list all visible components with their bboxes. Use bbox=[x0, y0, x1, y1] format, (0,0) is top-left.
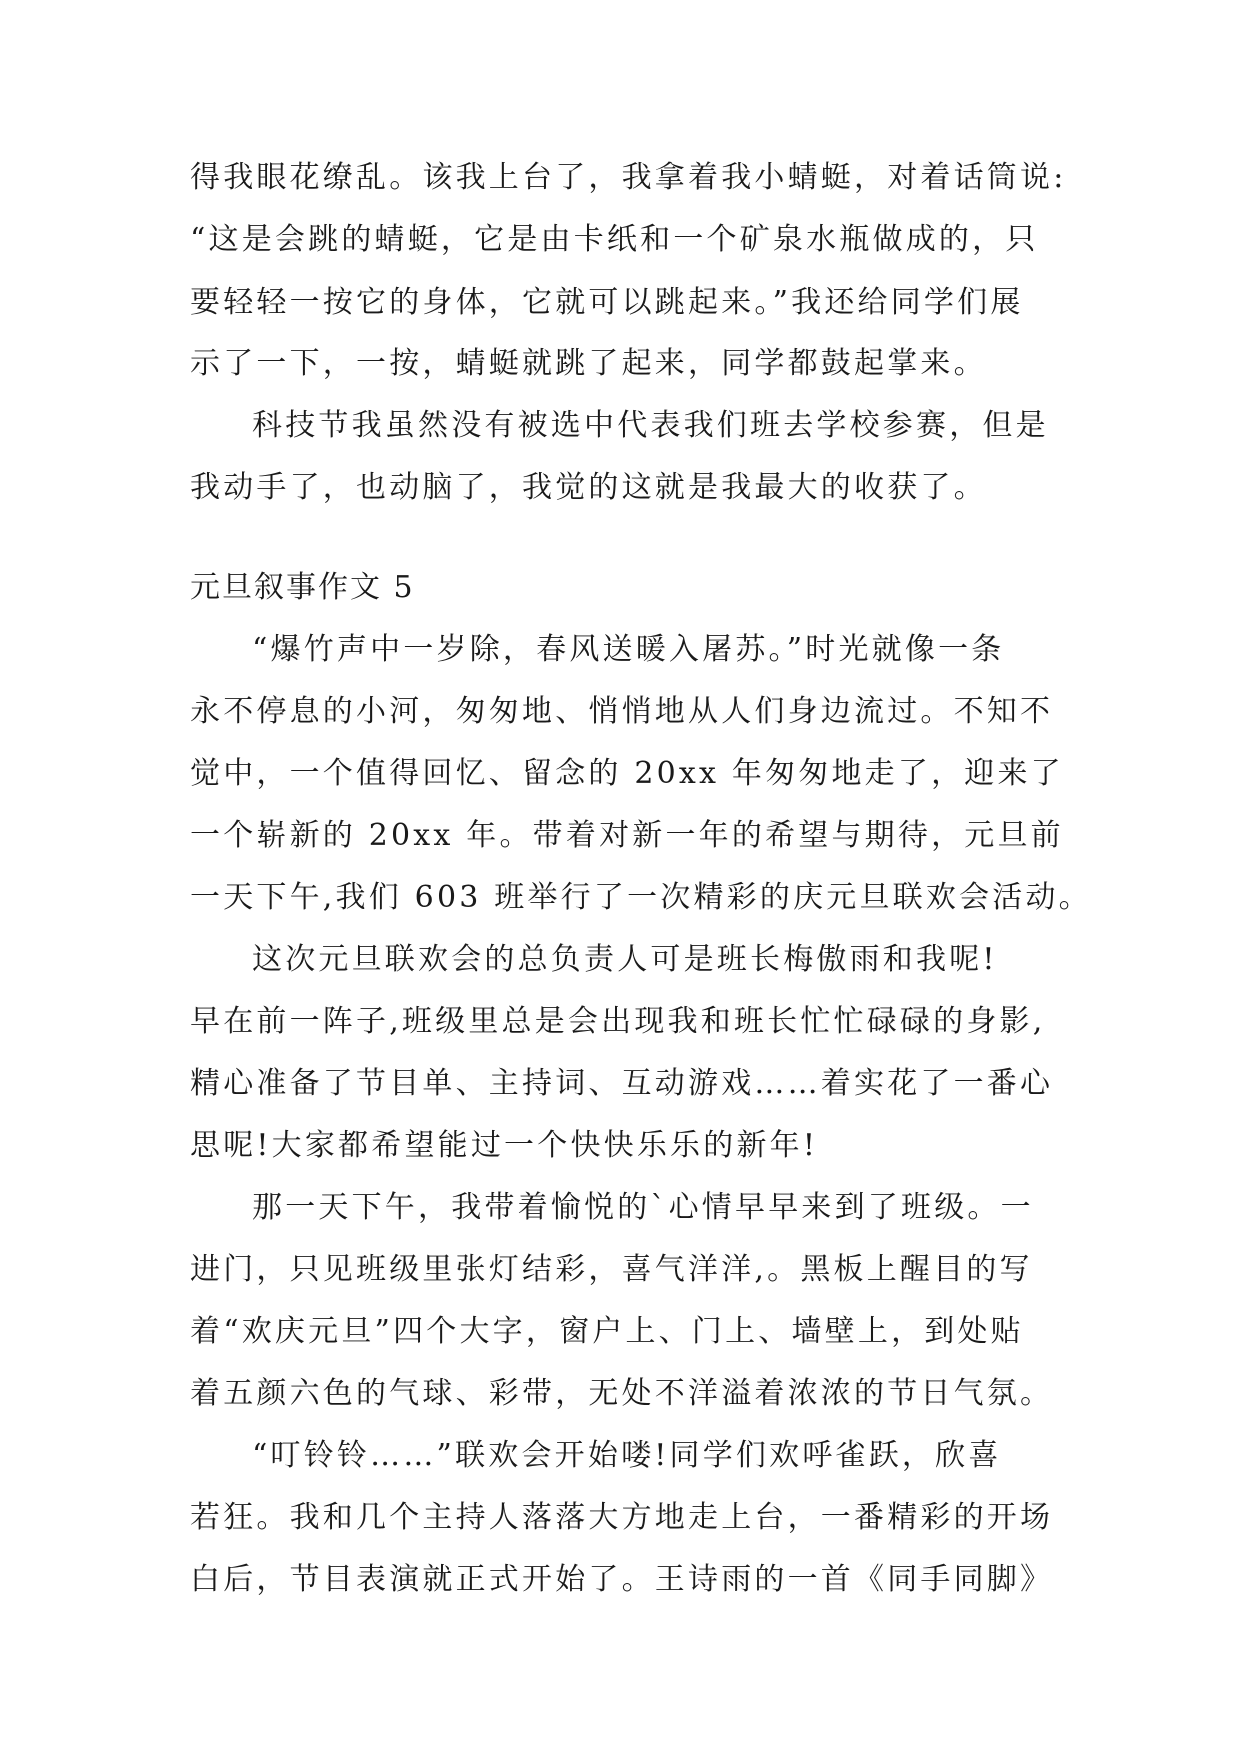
text-line: “叮铃铃……”联欢会开始喽!同学们欢呼雀跃，欣喜 bbox=[252, 1438, 1002, 1473]
text-line: 那一天下午，我带着愉悦的`心情早早来到了班级。一 bbox=[252, 1190, 1034, 1225]
text-line: “这是会跳的蜻蜓，它是由卡纸和一个矿泉水瓶做成的，只 bbox=[190, 222, 1039, 257]
text-line: 示了一下，一按，蜻蜓就跳了起来，同学都鼓起掌来。 bbox=[190, 346, 987, 381]
text-line: 这次元旦联欢会的总负责人可是班长梅傲雨和我呢! bbox=[252, 942, 998, 977]
text-line: 着五颜六色的气球、彩带，无处不洋溢着浓浓的节日气氛。 bbox=[190, 1376, 1054, 1411]
text-line: 我动手了，也动脑了，我觉的这就是我最大的收获了。 bbox=[190, 470, 987, 505]
text-line: 觉中，一个值得回忆、留念的 20xx 年匆匆地走了，迎来了 bbox=[190, 756, 1064, 791]
text-line: 永不停息的小河，匆匆地、悄悄地从人们身边流过。不知不 bbox=[190, 694, 1054, 729]
text-line: 要轻轻一按它的身体，它就可以跳起来。”我还给同学们展 bbox=[190, 285, 1024, 320]
text-line: 进门，只见班级里张灯结彩，喜气洋洋,。黑板上醒目的写 bbox=[190, 1252, 1033, 1287]
text-line: 若狂。我和几个主持人落落大方地走上台，一番精彩的开场 bbox=[190, 1500, 1054, 1535]
text-line: 得我眼花缭乱。该我上台了，我拿着我小蜻蜓，对着话筒说: bbox=[190, 160, 1067, 195]
text-line: 早在前一阵子,班级里总是会出现我和班长忙忙碌碌的身影, bbox=[190, 1004, 1046, 1039]
text-line: 白后，节目表演就正式开始了。王诗雨的一首《同手同脚》 bbox=[190, 1562, 1054, 1597]
text-line: “爆竹声中一岁除，春风送暖入屠苏。”时光就像一条 bbox=[252, 632, 1005, 667]
section-title: 元旦叙事作文 5 bbox=[190, 570, 415, 605]
text-line: 精心准备了节目单、主持词、互动游戏……着实花了一番心 bbox=[190, 1066, 1054, 1101]
text-line: 科技节我虽然没有被选中代表我们班去学校参赛，但是 bbox=[252, 408, 1049, 443]
text-line: 一天下午,我们 603 班举行了一次精彩的庆元旦联欢会活动。 bbox=[190, 880, 1092, 915]
text-line: 思呢!大家都希望能过一个快快乐乐的新年! bbox=[190, 1128, 819, 1163]
text-line: 一个崭新的 20xx 年。带着对新一年的希望与期待，元旦前 bbox=[190, 818, 1064, 853]
text-line: 着“欢庆元旦”四个大字，窗户上、门上、墙壁上，到处贴 bbox=[190, 1314, 1024, 1349]
